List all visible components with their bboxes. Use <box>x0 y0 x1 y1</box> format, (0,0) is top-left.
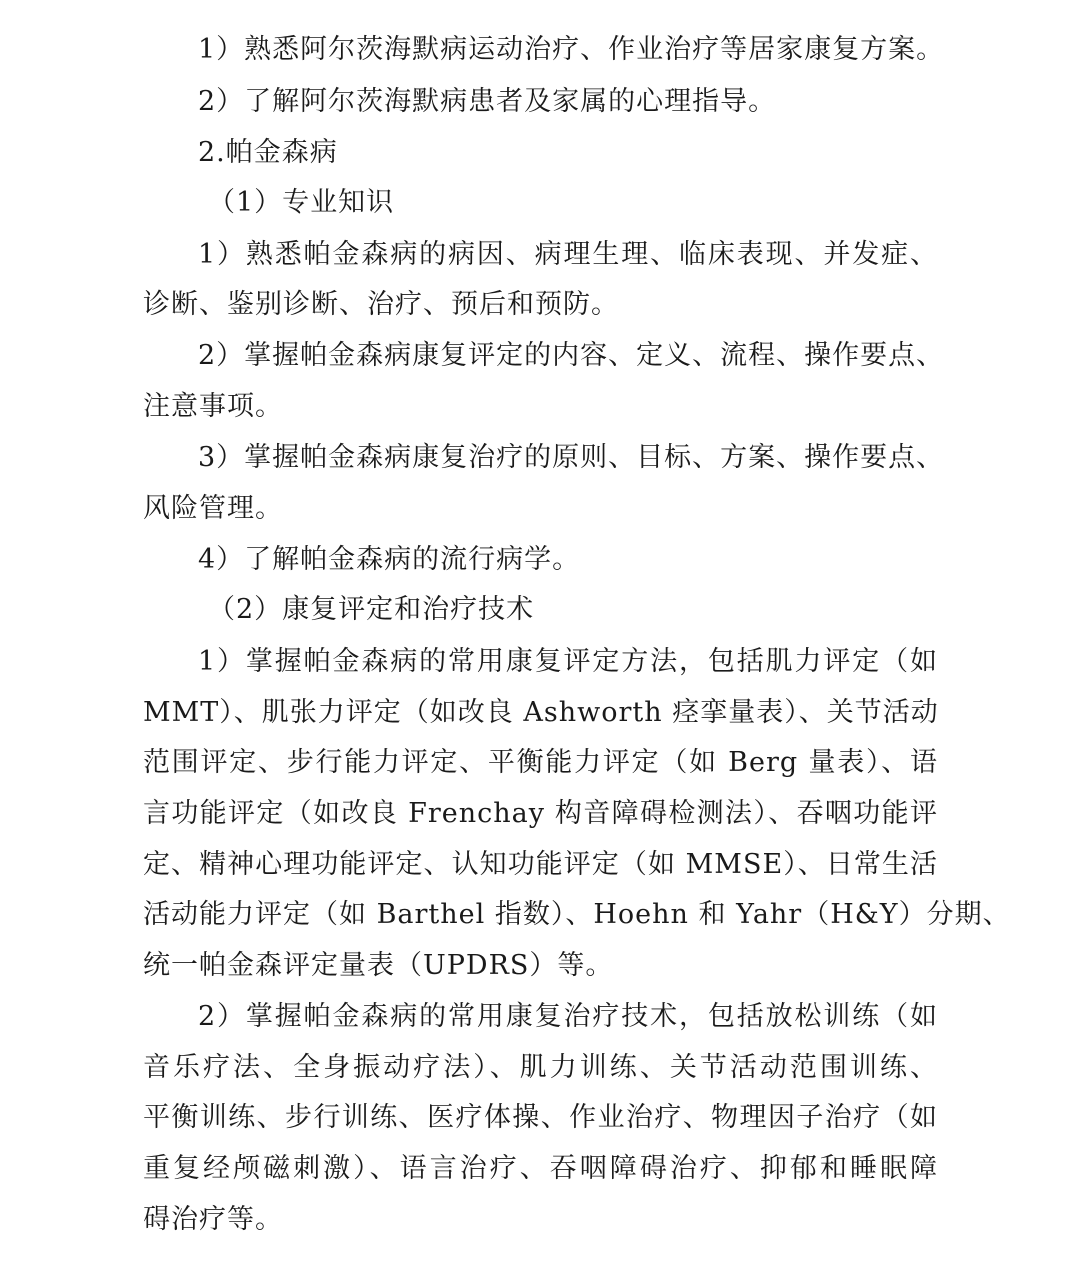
text-line-2: 2）了解阿尔茨海默病患者及家属的心理指导。 <box>198 86 777 117</box>
text-line-13: 1）掌握帕金森病的常用康复评定方法，包括肌力评定（如 <box>198 646 938 677</box>
text-line-18: 活动能力评定（如 Barthel 指数）、Hoehn 和 Yahr（H&Y）分期、 <box>143 899 1011 930</box>
text-line-17: 定、精神心理功能评定、认知功能评定（如 MMSE）、日常生活 <box>143 849 938 880</box>
text-line-8: 注意事项。 <box>143 391 283 422</box>
text-line-7: 2）掌握帕金森病康复评定的内容、定义、流程、操作要点、 <box>198 340 945 371</box>
text-line-6: 诊断、鉴别诊断、治疗、预后和预防。 <box>143 289 619 320</box>
text-line-24: 碍治疗等。 <box>143 1204 283 1235</box>
text-line-19: 统一帕金森评定量表（UPDRS）等。 <box>143 950 614 981</box>
text-line-5: 1）熟悉帕金森病的病因、病理生理、临床表现、并发症、 <box>198 239 938 270</box>
text-line-21: 音乐疗法、全身振动疗法）、肌力训练、关节活动范围训练、 <box>143 1052 938 1083</box>
text-line-22: 平衡训练、步行训练、医疗体操、作业治疗、物理因子治疗（如 <box>143 1102 938 1133</box>
subheading-professional-knowledge: （1）专业知识 <box>208 187 395 218</box>
subheading-assessment-treatment: （2）康复评定和治疗技术 <box>208 594 535 625</box>
text-line-9: 3）掌握帕金森病康复治疗的原则、目标、方案、操作要点、 <box>198 442 945 473</box>
text-line-11: 4）了解帕金森病的流行病学。 <box>198 544 581 575</box>
text-line-1: 1）熟悉阿尔茨海默病运动治疗、作业治疗等居家康复方案。 <box>198 34 945 65</box>
text-line-23: 重复经颅磁刺激）、语言治疗、吞咽障碍治疗、抑郁和睡眠障 <box>143 1153 938 1184</box>
text-line-15: 范围评定、步行能力评定、平衡能力评定（如 Berg 量表）、语 <box>143 747 938 778</box>
text-line-14: MMT）、肌张力评定（如改良 Ashworth 痉挛量表）、关节活动 <box>143 697 939 728</box>
section-heading-parkinsons: 2.帕金森病 <box>198 137 338 168</box>
text-line-16: 言功能评定（如改良 Frenchay 构音障碍检测法）、吞咽功能评 <box>143 798 938 829</box>
text-line-10: 风险管理。 <box>143 493 283 524</box>
text-line-20: 2）掌握帕金森病的常用康复治疗技术，包括放松训练（如 <box>198 1001 938 1032</box>
